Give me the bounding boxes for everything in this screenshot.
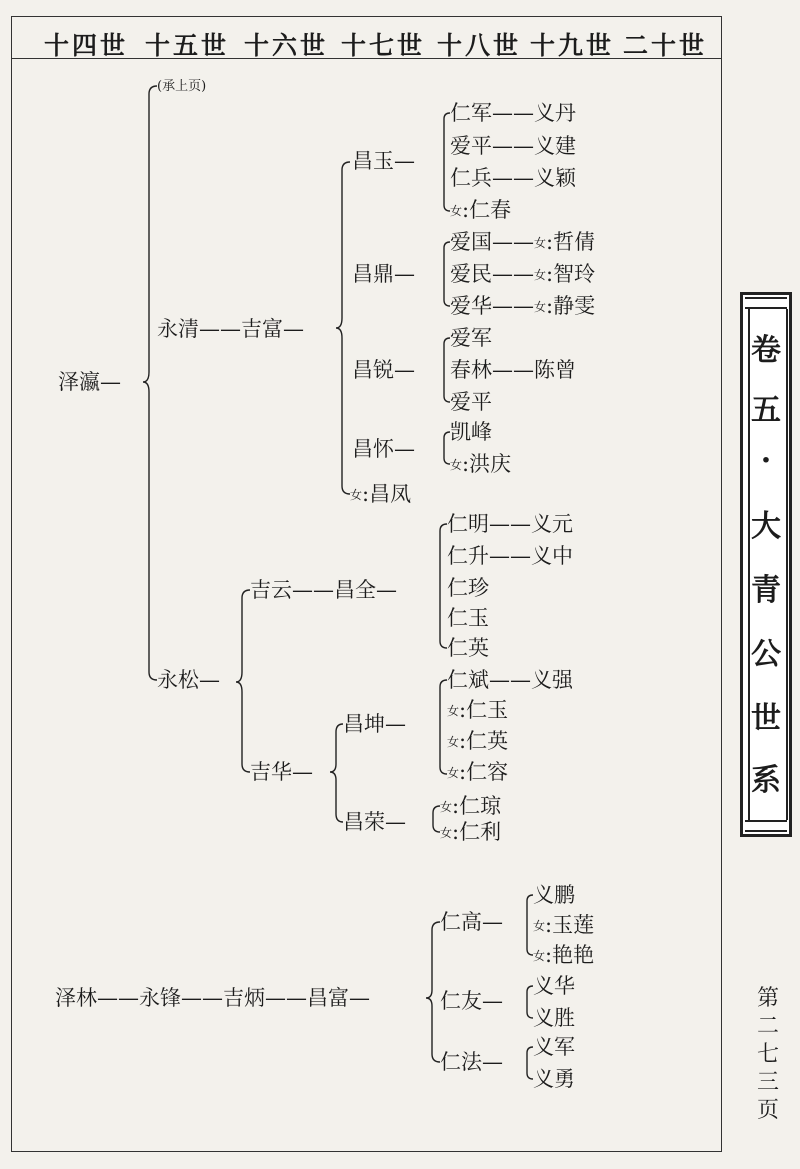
lineage-row bbox=[450, 261, 595, 288]
lineage-row: 爱平——义建 bbox=[450, 134, 576, 158]
volume-char: 公 bbox=[751, 637, 781, 672]
volume-char: 五 bbox=[751, 393, 781, 428]
female-mark: 女 bbox=[534, 300, 547, 314]
rengao-node: 仁高— bbox=[440, 910, 503, 934]
daughter-name: :仁容 bbox=[459, 760, 509, 784]
generation-16: 十六世 bbox=[244, 31, 329, 60]
lineage-row: 仁英 bbox=[447, 636, 489, 660]
volume-char: 大 bbox=[751, 509, 781, 544]
changhuai-node: 昌怀— bbox=[352, 437, 415, 461]
generation-14: 十四世 bbox=[44, 31, 129, 60]
female-mark: 女 bbox=[350, 488, 363, 502]
lineage-row: 春林——陈曾 bbox=[450, 358, 576, 382]
lineage-row: 凯峰 bbox=[450, 420, 492, 444]
daughter-name: :静雯 bbox=[546, 294, 596, 318]
lineage-row: 义鹏 bbox=[533, 883, 575, 907]
volume-char: 世 bbox=[751, 701, 781, 736]
daughter-row bbox=[533, 942, 594, 969]
zeying-node: 泽瀛— bbox=[58, 370, 121, 394]
female-mark: 女 bbox=[440, 826, 453, 840]
lineage-row bbox=[450, 293, 595, 320]
changrui-node: 昌锐— bbox=[352, 358, 415, 382]
changding-node: 昌鼎— bbox=[352, 262, 415, 286]
daughter-name: :仁春 bbox=[462, 198, 512, 222]
lineage-row: 仁兵——义颖 bbox=[450, 166, 576, 190]
changyu-node: 昌玉— bbox=[352, 149, 415, 173]
lineage-row: 义勇 bbox=[533, 1067, 575, 1091]
lineage-row: 仁升——义中 bbox=[447, 544, 573, 568]
daughter-name: :昌凤 bbox=[362, 482, 412, 506]
daughter-row bbox=[440, 819, 501, 846]
volume-char: 卷 bbox=[751, 333, 781, 368]
father-name: 爱华—— bbox=[450, 294, 534, 318]
jihua-node: 吉华— bbox=[250, 760, 313, 784]
father-name: 爱民—— bbox=[450, 262, 534, 286]
generation-18: 十八世 bbox=[437, 31, 522, 60]
daughter-row bbox=[450, 197, 511, 224]
lineage-row: 义军 bbox=[533, 1035, 575, 1059]
lineage-row: 仁明——义元 bbox=[447, 512, 573, 536]
female-mark: 女 bbox=[533, 919, 546, 933]
daughter-name: :仁英 bbox=[459, 729, 509, 753]
changrong-node: 昌荣— bbox=[343, 810, 406, 834]
yongqing-node: 永清——吉富— bbox=[157, 317, 304, 341]
daughter-name: :仁玉 bbox=[459, 698, 509, 722]
daughter-name: :哲倩 bbox=[546, 230, 596, 254]
lineage-row: 爱军 bbox=[450, 326, 492, 350]
generation-17: 十七世 bbox=[341, 31, 426, 60]
renyou-node: 仁友— bbox=[440, 989, 503, 1013]
lineage-row: 仁斌——义强 bbox=[447, 668, 573, 692]
daughter-row bbox=[533, 912, 594, 939]
page-number-char: 第 bbox=[756, 986, 779, 1011]
daughter-row bbox=[447, 697, 508, 724]
lineage-row: 仁珍 bbox=[447, 576, 489, 600]
volume-char: 系 bbox=[751, 763, 781, 798]
lineage-row: 爱平 bbox=[450, 390, 492, 414]
page-number-char: 七 bbox=[756, 1042, 779, 1067]
tab-top-ornament bbox=[745, 297, 787, 309]
female-mark: 女 bbox=[440, 800, 453, 814]
page-number-char: 二 bbox=[756, 1014, 779, 1039]
page-number-char: 三 bbox=[756, 1070, 779, 1095]
father-name: 爱国—— bbox=[450, 230, 534, 254]
daughter-name: :玉莲 bbox=[545, 913, 595, 937]
female-mark: 女 bbox=[534, 236, 547, 250]
female-mark: 女 bbox=[450, 458, 463, 472]
yongsong-node: 永松— bbox=[157, 668, 220, 692]
lineage-row bbox=[450, 229, 595, 256]
tab-bottom-ornament bbox=[745, 820, 787, 832]
volume-char: 青 bbox=[751, 573, 781, 608]
daughter-name: :智玲 bbox=[546, 262, 596, 286]
female-mark: 女 bbox=[450, 204, 463, 218]
page-number bbox=[748, 985, 788, 1125]
daughter-row bbox=[350, 481, 411, 508]
lineage-row: 义胜 bbox=[533, 1006, 575, 1030]
renfa-node: 仁法— bbox=[440, 1050, 503, 1074]
generation-15: 十五世 bbox=[145, 31, 230, 60]
daughter-row bbox=[450, 451, 511, 478]
daughter-row bbox=[447, 759, 508, 786]
lineage-row: 仁军——义丹 bbox=[450, 101, 576, 125]
continued-note: (承上页) bbox=[157, 79, 207, 94]
female-mark: 女 bbox=[447, 766, 460, 780]
lineage-row: 仁玉 bbox=[447, 606, 489, 630]
daughter-name: :洪庆 bbox=[462, 452, 512, 476]
female-mark: 女 bbox=[447, 704, 460, 718]
generation-20: 二十世 bbox=[623, 31, 708, 60]
female-mark: 女 bbox=[534, 268, 547, 282]
changkun-node: 昌坤— bbox=[343, 712, 406, 736]
daughter-name: :仁琼 bbox=[452, 794, 502, 818]
zelin-line: 泽林——永锋——吉炳——昌富— bbox=[55, 986, 370, 1010]
generation-19: 十九世 bbox=[530, 31, 615, 60]
daughter-row bbox=[447, 728, 508, 755]
jiyun-node: 吉云——昌全— bbox=[250, 578, 397, 602]
female-mark: 女 bbox=[533, 949, 546, 963]
daughter-name: :仁利 bbox=[452, 820, 502, 844]
daughter-row bbox=[440, 793, 501, 820]
page-number-char: 页 bbox=[756, 1098, 779, 1123]
lineage-row: 义华 bbox=[533, 974, 575, 998]
volume-tab bbox=[740, 292, 792, 837]
female-mark: 女 bbox=[447, 735, 460, 749]
daughter-name: :艳艳 bbox=[545, 943, 595, 967]
volume-char: · bbox=[760, 443, 772, 478]
